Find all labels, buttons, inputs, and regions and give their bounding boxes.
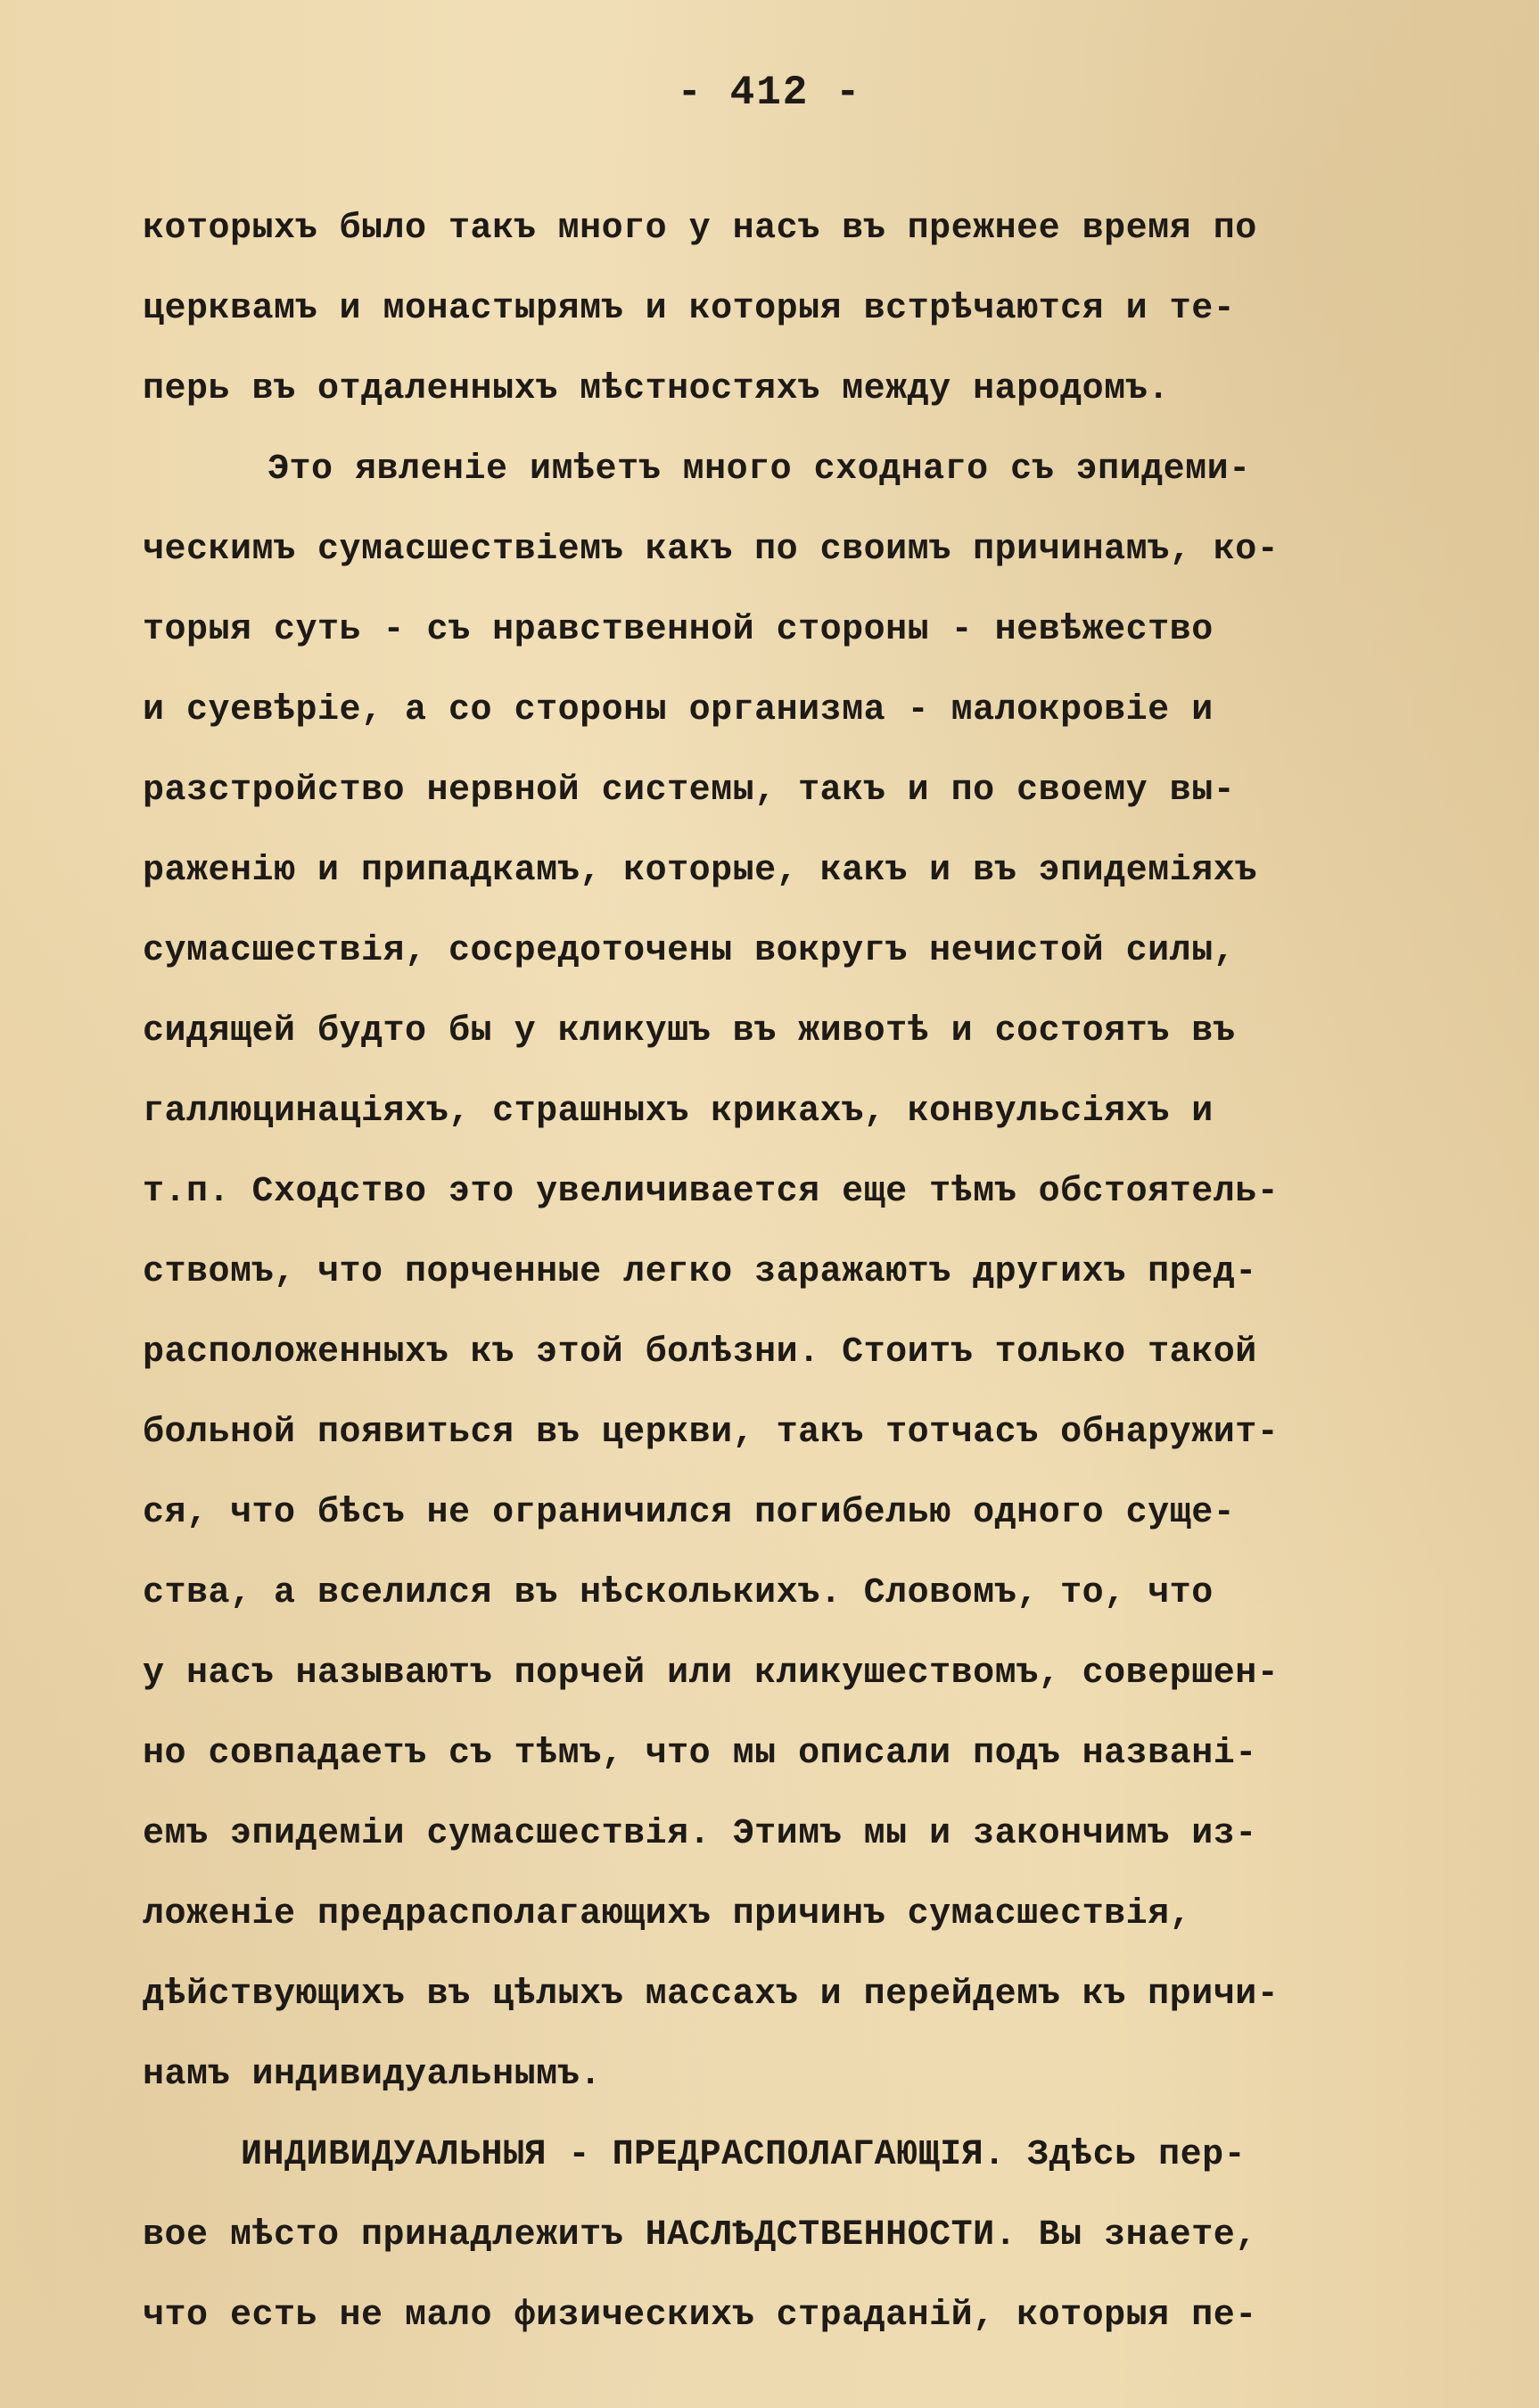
text-line: емъ эпидеміи сумасшествія. Этимъ мы и закончимъ из- bbox=[143, 1814, 1257, 1854]
text-line: что есть не мало физическихъ страданій, которыя пе- bbox=[143, 2296, 1257, 2336]
text-line: церквамъ и монастырямъ и которыя встрѣчаются и те- bbox=[143, 289, 1236, 329]
text-line: сидящей будто бы у кликушъ въ животѣ и состоятъ въ bbox=[143, 1011, 1236, 1051]
text-line: раженію и припадкамъ, которые, какъ и въ эпидеміяхъ bbox=[143, 851, 1257, 891]
text-line: у насъ называютъ порчей или кликушествомъ, совершен- bbox=[143, 1653, 1280, 1694]
text-line: которыхъ было такъ много у насъ въ прежнее время по bbox=[143, 209, 1257, 249]
text-line: ствомъ, что порченные легко заражаютъ другихъ пред- bbox=[143, 1252, 1257, 1292]
text-line: перь въ отдаленныхъ мѣстностяхъ между народомъ. bbox=[143, 369, 1170, 409]
text-line: дѣйствующихъ въ цѣлыхъ массахъ и перейдемъ къ причи- bbox=[143, 1975, 1280, 2015]
text-line: вое мѣсто принадлежитъ НАСЛѢДСТВЕННОСТИ. Вы знаете, bbox=[143, 2215, 1257, 2255]
section-heading-line: ИНДИВИДУАЛЬНЫЯ - ПРЕДРАСПОЛАГАЮЩІЯ. Здѣсь пер- bbox=[241, 2135, 1247, 2175]
text-line: разстройство нервной системы, такъ и по своему вы- bbox=[143, 771, 1236, 811]
text-line: торыя суть - съ нравственной стороны - невѣжество bbox=[143, 610, 1214, 650]
paragraph-start-line: Это явленіе имѣетъ много сходнаго съ эпидеми- bbox=[267, 449, 1251, 490]
text-line: больной появиться въ церкви, такъ тотчасъ обнаружит- bbox=[143, 1413, 1280, 1453]
body-text bbox=[143, 189, 1418, 2356]
text-line: но совпадаетъ съ тѣмъ, что мы описали подъ названі- bbox=[143, 1734, 1257, 1774]
text-line: ся, что бѣсъ не ограничился погибелью одного суще- bbox=[143, 1493, 1236, 1533]
text-line: намъ индивидуальнымъ. bbox=[143, 2055, 602, 2095]
text-line: ложеніе предрасполагающихъ причинъ сумасшествія, bbox=[143, 1894, 1192, 1934]
text-line: ческимъ сумасшествіемъ какъ по своимъ причинамъ, ко- bbox=[143, 530, 1280, 570]
text-line: сумасшествія, сосредоточены вокругъ нечистой силы, bbox=[143, 931, 1236, 971]
text-line: расположенныхъ къ этой болѣзни. Стоитъ только такой bbox=[143, 1332, 1257, 1373]
text-line: ства, а вселился въ нѣсколькихъ. Словомъ, то, что bbox=[143, 1573, 1214, 1613]
text-line: т.п. Сходство это увеличивается еще тѣмъ обстоятель- bbox=[143, 1172, 1280, 1212]
page-number: - 412 - bbox=[677, 70, 862, 116]
text-line: и суевѣріе, а со стороны организма - малокровіе и bbox=[143, 690, 1214, 730]
text-line: галлюцинаціяхъ, страшныхъ крикахъ, конвульсіяхъ и bbox=[143, 1092, 1214, 1132]
